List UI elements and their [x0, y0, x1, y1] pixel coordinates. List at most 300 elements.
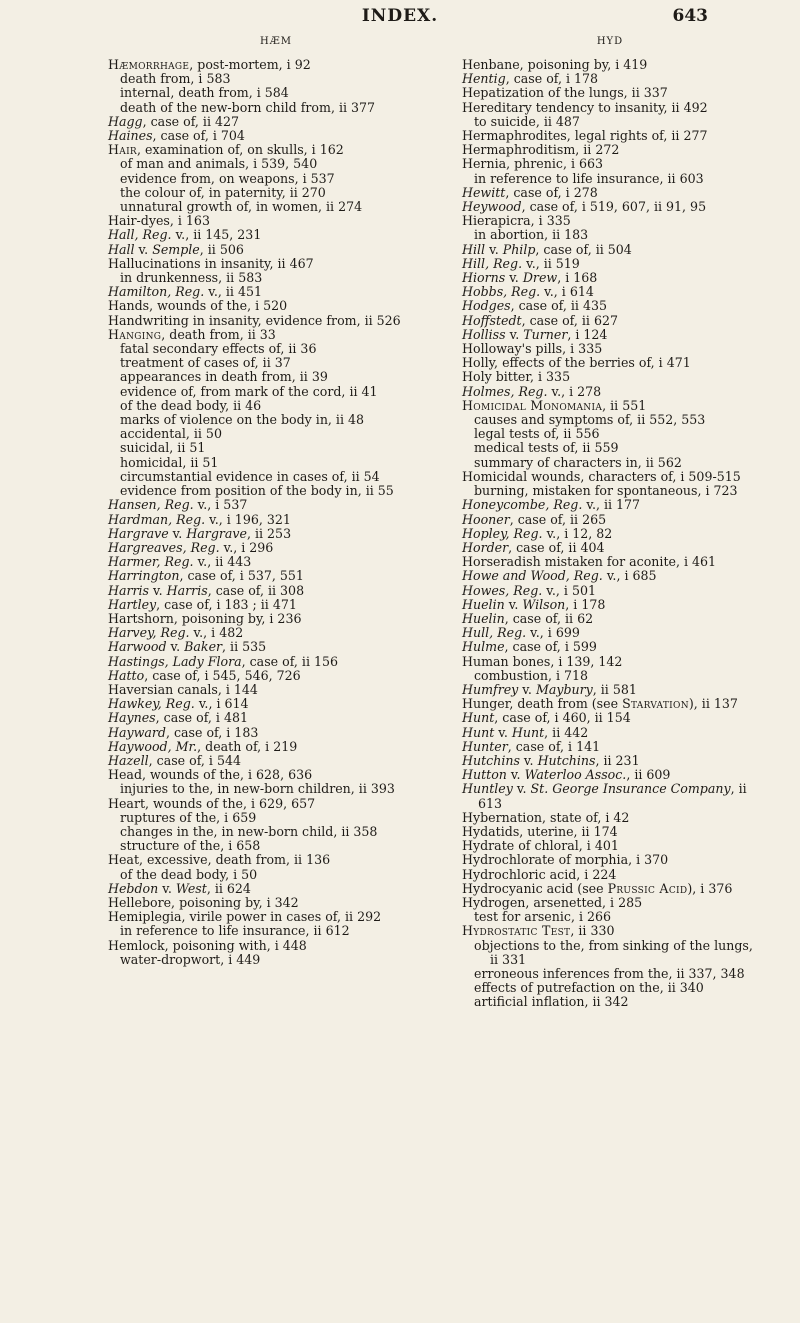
entry-text: Hanging — [108, 326, 162, 342]
entry-text: combustion, i 718 — [474, 667, 589, 683]
index-entry — [108, 484, 444, 498]
entry-text: West — [175, 880, 207, 896]
index-entry — [108, 740, 444, 754]
index-entry — [462, 470, 758, 484]
entry-text: v., i 614 — [540, 284, 594, 300]
entry-text: , case of, ii 427 — [142, 113, 240, 129]
entry-text: Hierapicra, i 335 — [462, 213, 571, 229]
entry-text: v. — [166, 639, 185, 655]
index-entry — [462, 385, 758, 399]
entry-text: Hutchins — [462, 752, 520, 768]
entry-text: , case of, ii 265 — [509, 511, 607, 527]
entry-text: Harris — [166, 582, 208, 598]
entry-text: changes in the, in new-born child, ii 358 — [120, 823, 378, 839]
index-entry — [108, 640, 444, 654]
entry-text: , case of, i 481 — [155, 710, 248, 726]
entry-text: Harwood — [108, 639, 167, 655]
index-entry — [462, 129, 758, 143]
entry-text: causes and symptoms of, ii 552, 553 — [474, 412, 706, 428]
entry-text: Hereditary tendency to insanity, ii 492 — [462, 99, 708, 115]
index-entry — [108, 612, 444, 626]
entry-text: Starvation — [622, 696, 689, 712]
index-column-left — [108, 34, 444, 967]
entry-text: Hemiplegia, virile power in cases of, ii 292 — [108, 909, 382, 925]
index-entry — [462, 200, 758, 214]
index-entry — [462, 924, 758, 938]
index-entry — [462, 697, 758, 711]
entry-text: death of the new-born child from, ii 377 — [120, 99, 376, 115]
entry-text: Hooner — [462, 511, 510, 527]
entry-text: v. — [168, 525, 187, 541]
entry-text: St. George Insurance Company — [530, 781, 731, 797]
index-entry — [108, 527, 444, 541]
entry-text: , case of, i 278 — [505, 184, 598, 200]
entry-text: v., i 501 — [542, 582, 596, 598]
index-entry — [462, 825, 758, 839]
entry-text: Hydrochlorate of morphia, i 370 — [462, 852, 669, 868]
index-entry — [462, 186, 758, 200]
index-entry — [108, 129, 444, 143]
entry-text: , death from, ii 33 — [161, 326, 276, 342]
entry-text: Homicidal wounds, characters of, i 509-515 — [462, 468, 741, 484]
index-entry — [462, 853, 758, 867]
entry-text: Hatto — [108, 667, 145, 683]
index-entry — [108, 683, 444, 697]
entry-text: Waterloo Assoc. — [524, 767, 627, 783]
entry-text: Haywood, Mr. — [108, 738, 198, 754]
entry-text: , case of, ii 435 — [510, 298, 607, 314]
index-entry — [108, 470, 444, 484]
index-entry — [108, 882, 444, 896]
page-header — [0, 4, 800, 34]
index-entry — [108, 711, 444, 725]
index-entry — [462, 910, 758, 924]
entry-text: Hallucinations in insanity, ii 467 — [108, 255, 314, 271]
index-entry — [108, 86, 444, 100]
index-entry — [462, 285, 758, 299]
entry-text: Prussic Acid — [607, 880, 688, 896]
index-entry — [108, 697, 444, 711]
entry-text: Holly, effects of the berries of, i 471 — [462, 355, 691, 371]
entry-text: v. — [494, 724, 512, 740]
index-entry — [108, 626, 444, 640]
entry-text: Hagg — [108, 113, 143, 129]
index-entry — [462, 101, 758, 115]
entry-text: Hellebore, poisoning by, i 342 — [108, 894, 299, 910]
entry-text: , ii 609 — [626, 767, 671, 783]
entry-text: Holloway's pills, i 335 — [462, 341, 603, 357]
entry-text: Turner — [523, 326, 568, 342]
entry-text: , case of, i 460, ii 154 — [494, 710, 631, 726]
entry-text: Hunt — [511, 724, 545, 740]
index-entry — [108, 186, 444, 200]
index-entry — [108, 441, 444, 455]
catchword-right: HYD — [596, 36, 624, 47]
entry-text: ), i 376 — [687, 880, 733, 896]
index-entry — [108, 853, 444, 867]
index-entry — [462, 740, 758, 754]
entry-text: Howes, Reg. — [462, 582, 543, 598]
index-entry — [462, 299, 758, 313]
index-entry — [462, 711, 758, 725]
index-entries-right — [462, 58, 758, 1010]
entry-text: v., ii 145, 231 — [171, 227, 262, 243]
entry-text: Hall — [108, 241, 135, 257]
entry-text: , ii 581 — [592, 681, 637, 697]
entry-text: , ii 624 — [206, 880, 251, 896]
entry-text: Hamilton, Reg. — [108, 284, 205, 300]
index-entry — [462, 612, 758, 626]
entry-text: v. — [505, 270, 523, 286]
index-entry — [462, 370, 758, 384]
entry-text: Hentig — [462, 71, 506, 87]
index-entry — [462, 157, 758, 171]
entry-text: marks of violence on the body in, ii 48 — [120, 412, 365, 428]
entry-text: Hunt — [462, 710, 495, 726]
index-entry — [108, 953, 444, 967]
index-entry — [462, 484, 758, 498]
entry-text: Huelin — [462, 596, 505, 612]
entry-text: fatal secondary effects of, ii 36 — [120, 341, 317, 357]
index-entry — [462, 683, 758, 697]
index-entry — [462, 441, 758, 455]
entry-text: Hair-dyes, i 163 — [108, 213, 210, 229]
index-entry — [108, 910, 444, 924]
entry-text: Hulme — [462, 639, 505, 655]
entry-text: death from, i 583 — [120, 71, 231, 87]
entry-text: Hiorns — [462, 270, 506, 286]
entry-text: Hair — [108, 142, 138, 158]
entry-text: Hopley, Reg. — [462, 525, 543, 541]
entry-text: Hermaphrodites, legal rights of, ii 277 — [462, 128, 708, 144]
entry-text: , ii 330 — [570, 923, 615, 939]
entry-text: , ii 613 — [478, 781, 747, 811]
index-entry — [108, 342, 444, 356]
entry-text: , case of, i 599 — [504, 639, 597, 655]
index-entry — [108, 498, 444, 512]
index-entry — [462, 626, 758, 640]
index-entry — [462, 555, 758, 569]
entry-text: of man and animals, i 539, 540 — [120, 156, 318, 172]
entry-text: erroneous inferences from the, ii 337, 348 — [474, 966, 745, 981]
entry-text: , case of, i 141 — [507, 738, 601, 754]
index-entry — [462, 72, 758, 86]
entry-text: Hull, Reg. — [462, 625, 527, 641]
index-entry — [108, 157, 444, 171]
entry-text: in abortion, ii 183 — [474, 227, 589, 243]
entry-text: Philp — [502, 241, 536, 257]
entry-text: Hewitt — [462, 184, 506, 200]
index-entry — [462, 413, 758, 427]
index-entry — [462, 655, 758, 669]
entry-text: Holy bitter, i 335 — [462, 369, 571, 385]
entry-text: Wilson — [522, 596, 566, 612]
entry-text: ruptures of the, i 659 — [120, 809, 257, 825]
entry-text: Human bones, i 139, 142 — [462, 653, 623, 669]
entry-text: Hermaphroditism, ii 272 — [462, 142, 620, 158]
entry-text: Hydrostatic Test — [462, 923, 571, 939]
entry-text: the colour of, in paternity, ii 270 — [120, 184, 326, 200]
index-entry — [462, 882, 758, 896]
index-entry — [108, 939, 444, 953]
index-entry — [462, 399, 758, 413]
entry-text: , case of, i 183 — [165, 724, 259, 740]
index-entry — [108, 172, 444, 186]
entry-text: Heat, excessive, death from, ii 136 — [108, 852, 331, 868]
index-entry — [108, 456, 444, 470]
index-entry — [108, 811, 444, 825]
entry-text: , case of, i 704 — [152, 128, 245, 144]
index-entry — [462, 967, 758, 981]
entry-text: Heart, wounds of the, i 629, 657 — [108, 795, 316, 811]
entry-text: Honeycombe, Reg. — [462, 497, 583, 513]
entry-text: Henbane, poisoning by, i 419 — [462, 57, 648, 72]
entry-text: Hawkey, Reg. — [108, 696, 195, 712]
entry-text: Hargrave — [108, 525, 169, 541]
index-entry — [462, 782, 758, 810]
entry-text: Hydatids, uterine, ii 174 — [462, 823, 618, 839]
index-entry — [108, 598, 444, 612]
entry-text: , case of, i 519, 607, ii 91, 95 — [521, 199, 707, 215]
entry-text: Harrington — [108, 568, 180, 584]
index-entry — [108, 257, 444, 271]
index-entry — [462, 811, 758, 825]
entry-text: v., i 482 — [189, 625, 244, 641]
entry-text: ), ii 137 — [688, 696, 738, 712]
index-entry — [462, 427, 758, 441]
index-entry — [108, 896, 444, 910]
entry-text: Hall, Reg. — [108, 227, 172, 243]
index-entry — [108, 655, 444, 669]
index-entry — [462, 896, 758, 910]
entry-text: Hutchins — [537, 752, 596, 768]
entry-text: objections to the, from sinking of the lungs, ii 331 — [474, 937, 753, 967]
entry-text: Harvey, Reg. — [108, 625, 190, 641]
entry-text: , ii 253 — [246, 525, 292, 541]
index-entry — [462, 513, 758, 527]
entry-text: Hebdon — [108, 880, 159, 896]
entry-text: v., ii 177 — [582, 497, 641, 513]
entry-text: v. — [505, 326, 524, 342]
index-entry — [108, 143, 444, 157]
entry-text: Hunger, death from (see — [462, 696, 623, 712]
entry-text: Hobbs, Reg. — [462, 284, 541, 300]
entry-text: Hill — [462, 241, 486, 257]
entry-text: v. — [504, 596, 523, 612]
entry-text: unnatural growth of, in women, ii 274 — [120, 199, 363, 215]
entry-text: evidence from, on weapons, i 537 — [120, 170, 335, 186]
index-entry — [462, 328, 758, 342]
index-entry — [108, 669, 444, 683]
entry-text: v. — [485, 241, 503, 257]
entry-text: v., i 196, 321 — [205, 511, 291, 527]
entry-text: v. — [158, 880, 176, 896]
entry-text: Hemlock, poisoning with, i 448 — [108, 937, 307, 953]
entry-text: circumstantial evidence in cases of, ii 54 — [120, 468, 380, 484]
index-entry — [108, 726, 444, 740]
catchword-left: HÆM — [260, 36, 292, 47]
entry-text: , death of, i 219 — [197, 738, 298, 754]
entry-text: v., i 296 — [219, 539, 274, 555]
entry-text: Hæmorrhage — [108, 57, 190, 72]
entry-text: Humfrey — [462, 681, 519, 697]
entry-text: Hunter — [462, 738, 508, 754]
entry-text: injuries to the, in new-born children, ii 393 — [120, 781, 395, 797]
entry-text: v., i 537 — [193, 497, 248, 513]
entry-text: Huntley — [462, 781, 513, 797]
entry-text: Hepatization of the lungs, ii 337 — [462, 85, 668, 101]
index-entry — [108, 797, 444, 811]
entry-text: legal tests of, ii 556 — [474, 426, 600, 442]
entry-text: Head, wounds of the, i 628, 636 — [108, 767, 313, 783]
entry-text: Hill, Reg. — [462, 255, 523, 271]
index-entry — [108, 839, 444, 853]
index-entry — [108, 101, 444, 115]
entry-text: , i 168 — [557, 270, 598, 286]
entry-text: Holliss — [462, 326, 506, 342]
entry-text: Homicidal Monomania — [462, 397, 603, 413]
entry-text: internal, death from, i 584 — [120, 85, 289, 101]
entry-text: v. — [134, 241, 153, 257]
index-entry — [108, 569, 444, 583]
index-entry — [108, 285, 444, 299]
entry-text: , case of, i 537, 551 — [179, 568, 304, 584]
entry-text: , case of, ii 404 — [508, 539, 605, 555]
entry-text: Haynes — [108, 710, 156, 726]
entry-text: summary of characters in, ii 562 — [474, 454, 682, 470]
entry-text: Hodges — [462, 298, 511, 314]
index-entry — [462, 214, 758, 228]
entry-text: , case of, i 545, 546, 726 — [144, 667, 301, 683]
index-entry — [462, 58, 758, 72]
index-entry — [108, 58, 444, 72]
index-entry — [108, 385, 444, 399]
index-entry — [462, 456, 758, 470]
entry-text: , ii 442 — [544, 724, 589, 740]
index-entry — [462, 356, 758, 370]
entry-text: v., i 278 — [547, 383, 602, 399]
index-entry — [108, 228, 444, 242]
index-entry — [462, 768, 758, 782]
index-entry — [108, 356, 444, 370]
entry-text: v. — [149, 582, 167, 598]
index-entry — [108, 825, 444, 839]
entry-text: , case of, i 183 ; ii 471 — [156, 596, 297, 612]
index-entry — [462, 981, 758, 995]
index-column-right — [462, 34, 758, 1010]
entry-text: Semple — [152, 241, 200, 257]
entry-text: v., i 614 — [194, 696, 249, 712]
entry-text: v., i 685 — [602, 568, 657, 584]
entry-text: evidence of, from mark of the cord, ii 41 — [120, 383, 378, 399]
entry-text: Hoffstedt — [462, 312, 522, 328]
index-entry — [462, 640, 758, 654]
index-entry — [108, 868, 444, 882]
entry-text: Hastings, Lady Flora — [108, 653, 242, 669]
entry-text: , case of, ii 308 — [207, 582, 305, 598]
entry-text: Holmes, Reg. — [462, 383, 548, 399]
index-entry — [108, 924, 444, 938]
entry-text: v., ii 451 — [204, 284, 262, 300]
entry-text: v. — [512, 781, 531, 797]
index-entry — [462, 243, 758, 257]
entry-text: Hydrogen, arsenetted, i 285 — [462, 894, 643, 910]
entry-text: burning, mistaken for spontaneous, i 723 — [474, 483, 738, 499]
index-entry — [462, 498, 758, 512]
entry-text: Haines — [108, 128, 153, 144]
index-entry — [462, 726, 758, 740]
index-entry — [108, 370, 444, 384]
entry-text: water-dropwort, i 449 — [120, 951, 261, 967]
entry-text: v. — [519, 752, 538, 768]
entry-text: Huelin — [462, 610, 505, 626]
index-entry — [462, 342, 758, 356]
entry-text: , case of, i 178 — [505, 71, 599, 87]
index-entry — [108, 299, 444, 313]
entry-text: Horder — [462, 539, 509, 555]
entry-text: Hernia, phrenic, i 663 — [462, 156, 604, 172]
entry-text: effects of putrefaction on the, ii 340 — [474, 980, 704, 996]
entry-text: Hansen, Reg. — [108, 497, 194, 513]
entry-text: in drunkenness, ii 583 — [120, 270, 263, 286]
page-title: INDEX. — [361, 6, 439, 26]
index-entry — [108, 584, 444, 598]
entry-text: , case of, ii 627 — [521, 312, 618, 328]
index-entry — [462, 754, 758, 768]
entry-text: Baker — [184, 639, 223, 655]
entry-text: , case of, ii 504 — [535, 241, 632, 257]
entry-text: of the dead body, ii 46 — [120, 397, 262, 413]
index-entry — [108, 314, 444, 328]
entry-text: Haversian canals, i 144 — [108, 681, 258, 697]
index-entry — [108, 72, 444, 86]
entry-text: accidental, ii 50 — [120, 426, 222, 442]
entry-text: , ii 551 — [602, 397, 647, 413]
page-number: 643 — [672, 6, 708, 26]
index-entry — [462, 995, 758, 1009]
entry-text: homicidal, ii 51 — [120, 454, 219, 470]
entry-text: test for arsenic, i 266 — [474, 909, 612, 925]
index-entry — [108, 555, 444, 569]
index-entry — [108, 541, 444, 555]
index-entry — [108, 328, 444, 342]
index-entry — [108, 427, 444, 441]
entry-text: Howe and Wood, Reg. — [462, 568, 603, 584]
entry-text: , case of, ii 62 — [504, 610, 594, 626]
index-entry — [462, 257, 758, 271]
entry-text: v. — [518, 681, 536, 697]
entry-text: , case of, ii 156 — [241, 653, 339, 669]
entry-text: , ii 535 — [222, 639, 267, 655]
entry-text: Hayward — [108, 724, 166, 740]
entry-text: Hardman, Reg. — [108, 511, 206, 527]
index-entry — [108, 413, 444, 427]
entry-text: , i 124 — [567, 326, 608, 342]
entry-text: v., ii 443 — [193, 554, 252, 570]
entry-text: , case of, i 544 — [148, 752, 241, 768]
index-entry — [108, 782, 444, 796]
entry-text: Horseradish mistaken for aconite, i 461 — [462, 554, 717, 570]
entry-text: v., i 699 — [526, 625, 580, 641]
index-entry — [108, 399, 444, 413]
index-entry — [108, 271, 444, 285]
entry-text: , post-mortem, i 92 — [189, 57, 311, 72]
index-entry — [462, 228, 758, 242]
entry-text: Hartshorn, poisoning by, i 236 — [108, 610, 302, 626]
entry-text: Hydrate of chloral, i 401 — [462, 838, 619, 854]
entry-text: in reference to life insurance, ii 612 — [120, 923, 350, 939]
entry-text: Hazell — [108, 752, 149, 768]
